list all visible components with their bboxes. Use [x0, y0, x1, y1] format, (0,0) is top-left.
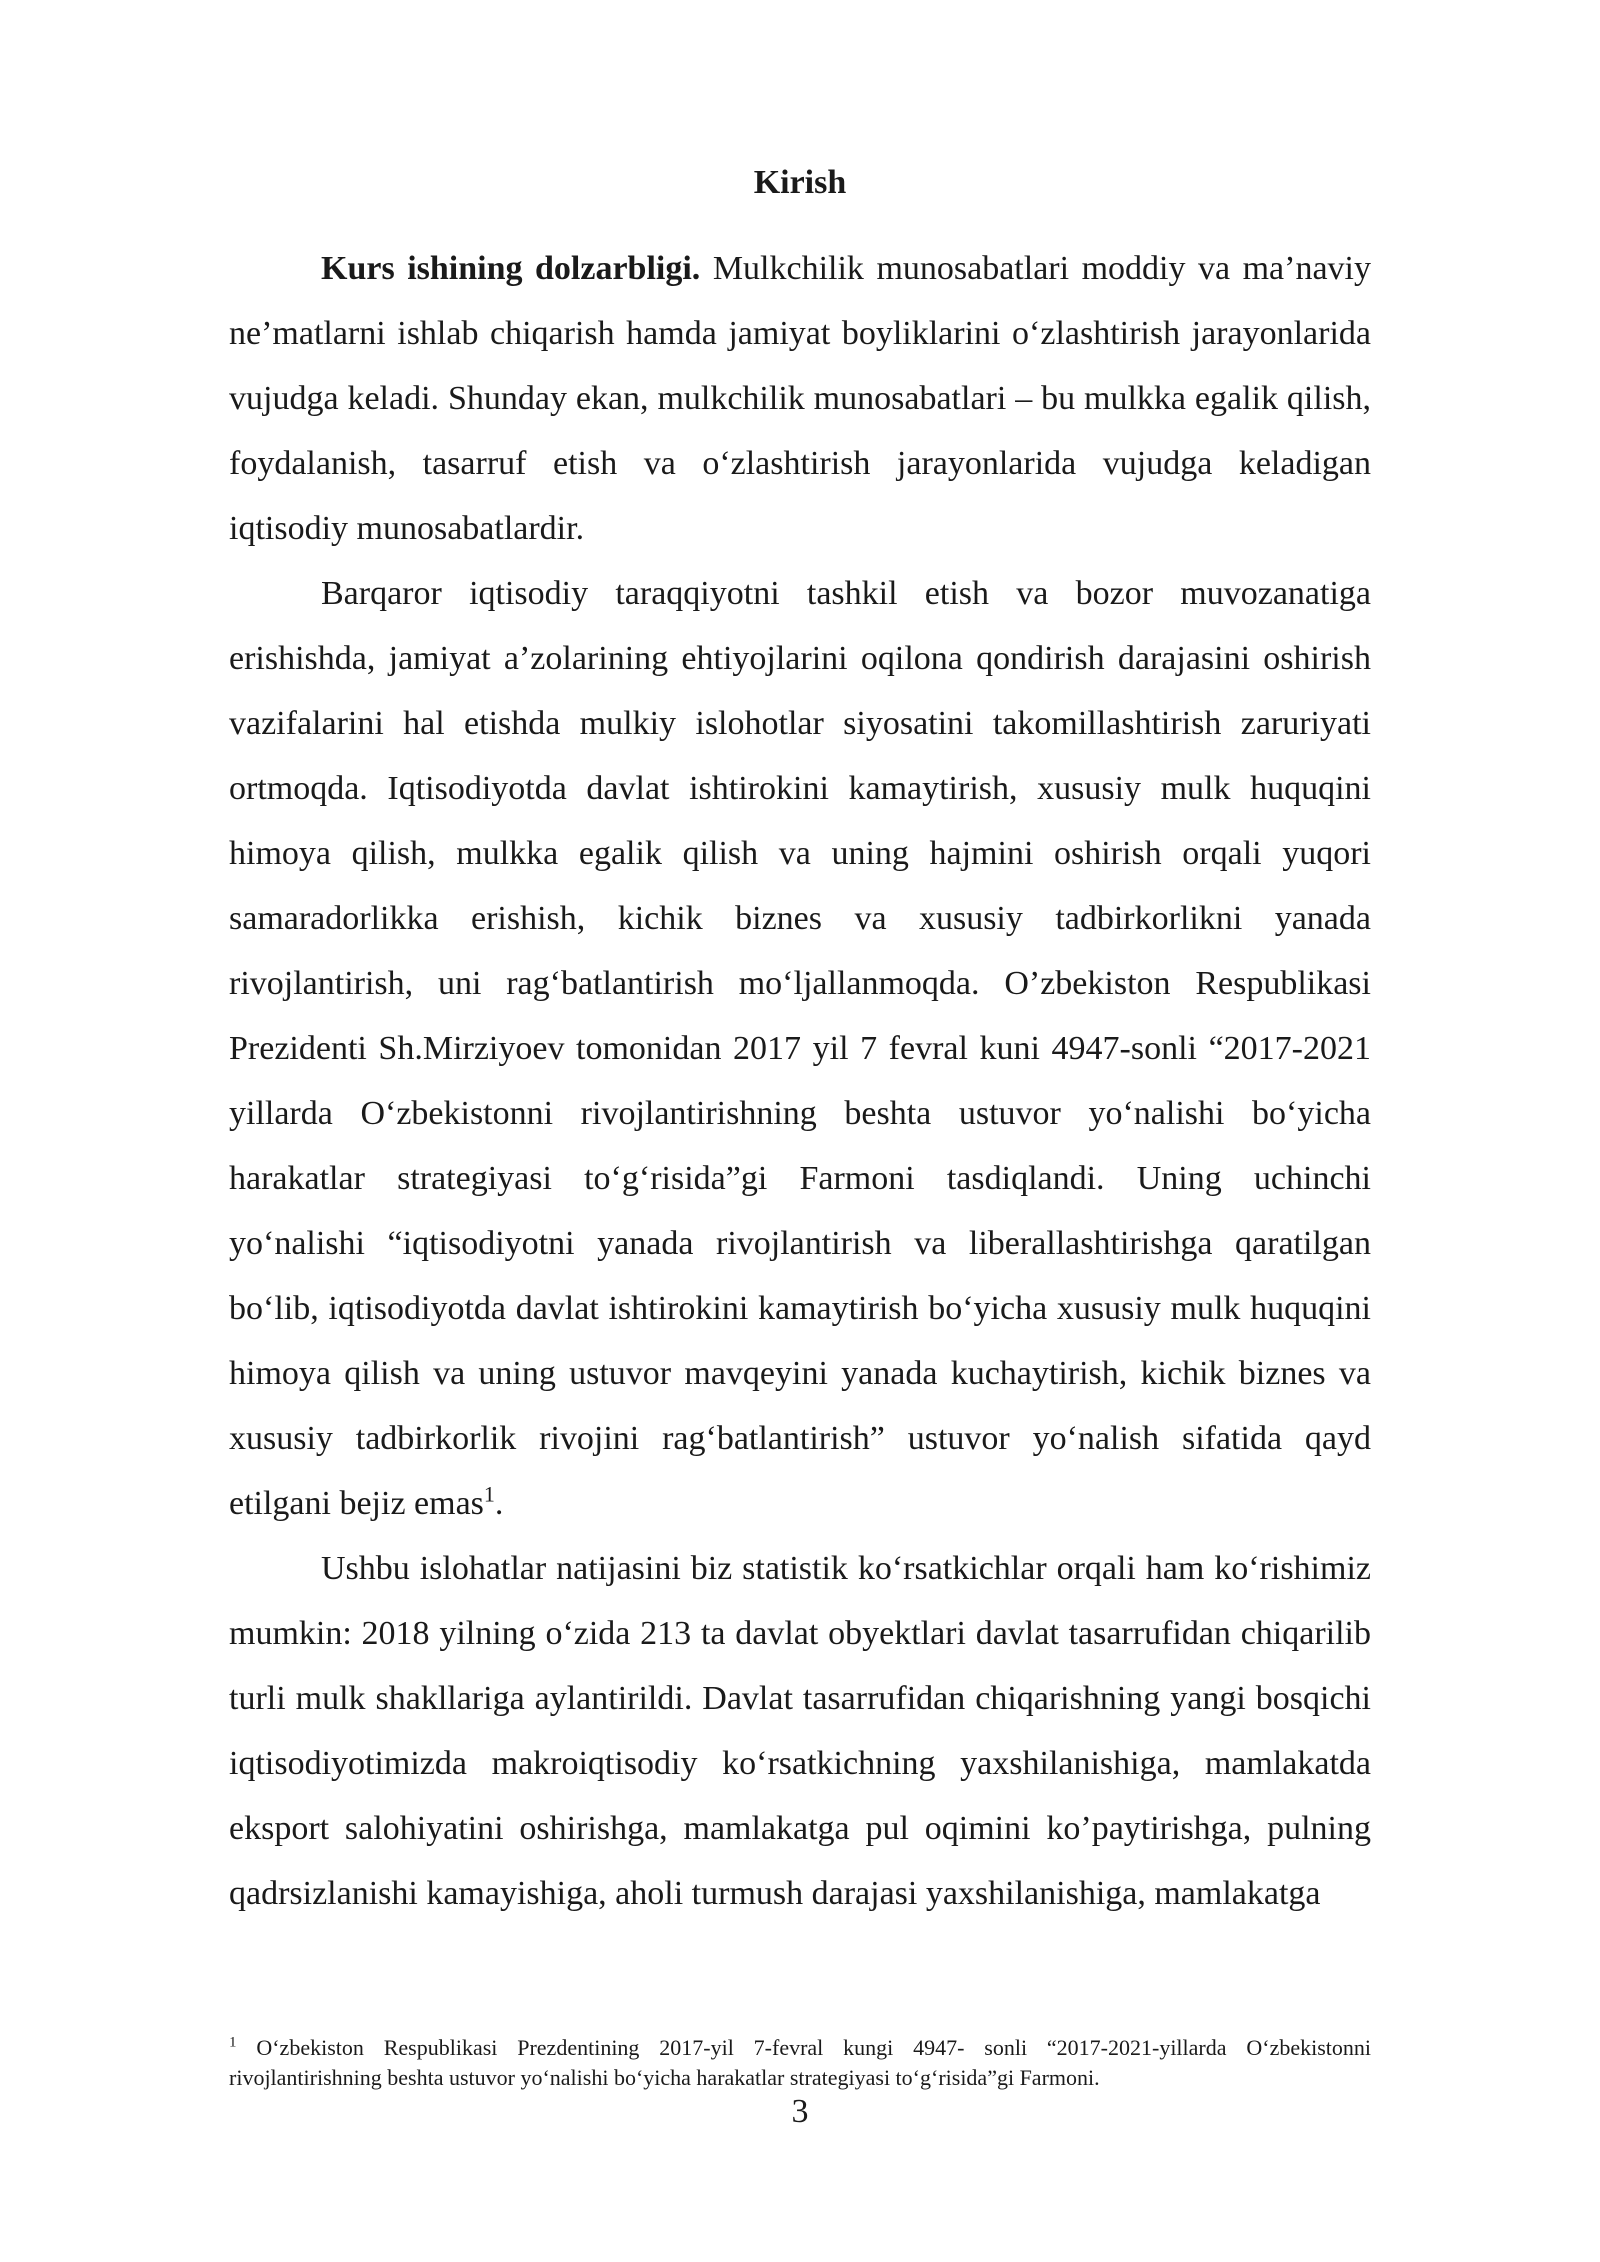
paragraph-relevance	[229, 236, 1371, 561]
paragraph-reforms	[229, 561, 1371, 1536]
page-title: Kirish	[753, 164, 847, 201]
paragraph-text: Barqaror iqtisodiy taraqqiyotni tashkil etish va bozor muvozanatiga erishishda, jamiyat a’zolarining ehtiyojlarini oqilona qondirish darajasini oshirish vazifalarini hal etishda mulkiy islohotlar siyosatini takomillashtirish zaruriyati ortmoqda. Iqtisodiyotda davlat ishtirokini kamaytirish, xususiy mulk huquqini himoya qilish, mulkka egalik qilish va uning hajmini oshirish orqali yuqori samaradorlikka erishish, kichik biznes va xususiy tadbirkorlikni yanada rivojlantirish, uni rag‘batlantirish mo‘ljallanmoqda. O’zbekiston Respublikasi Prezidenti Sh.Mirziyoev tomonidan 2017 yil 7 fevral kuni 4947-sonli “2017-2021 yillarda O‘zbekistonni rivojlantirishning beshta ustuvor yo‘nalishi bo‘yicha harakatlar strategiyasi to‘g‘risida”gi Farmoni tasdiqlandi. Uning uchinchi yo‘nalishi “iqtisodiyotni yanada rivojlantirish va liberallashtirishga qaratilgan bo‘lib, iqtisodiyotda davlat ishtirokini kamaytirish bo‘yicha xususiy mulk huquqini himoya qilish va uning ustuvor mavqeyini yanada kuchaytirish, kichik biznes va xususiy tadbirkorlik rivojini rag‘batlantirish” ustuvor yo‘nalish sifatida qayd etilgani bejiz emas	[229, 575, 1371, 1522]
footnote-marker: 1	[229, 2034, 237, 2051]
page-number: 3	[791, 2093, 809, 2130]
footnote-reference[interactable]: 1	[483, 1481, 495, 1507]
document-body	[229, 236, 1371, 1926]
footnote-text: O‘zbekiston Respublikasi Prezdentining 2017-yil 7-fevral kungi 4947- sonli “2017-2021-yillarda O‘zbekistonni rivojlantirishning beshta ustuvor yo‘nalishi bo‘yicha harakatlar strategiyasi to‘g‘risida”gi Farmoni.	[229, 2035, 1371, 2090]
paragraph-tail: .	[494, 1485, 504, 1522]
footnotes-section	[229, 2033, 1371, 2093]
footnote	[229, 2033, 1371, 2093]
paragraph-lead: Kurs ishining dolzarbligi.	[321, 250, 701, 287]
paragraph-text: Ushbu islohatlar natijasini biz statistik ko‘rsatkichlar orqali ham ko‘rishimiz mumkin: 2018 yilning o‘zida 213 ta davlat obyektlari davlat tasarrufidan chiqarilib turli mulk shakllariga aylantirildi. Davlat tasarrufidan chiqarishning yangi bosqichi iqtisodiyotimizda makroiqtisodiy ko‘rsatkichning yaxshilanishiga, mamlakatda eksport salohiyatini oshirishga, mamlakatga pul oqimini ko’paytirishga, pulning qadrsizlanishi kamayishiga, aholi turmush darajasi yaxshilanishiga, mamlakatga	[229, 1550, 1371, 1912]
paragraph-text: Mulkchilik munosabatlari moddiy va ma’naviy ne’matlarni ishlab chiqarish hamda jamiyat boyliklarini o‘zlashtirish jarayonlarida vujudga keladi. Shunday ekan, mulkchilik munosabatlari – bu mulkka egalik qilish, foydalanish, tasarruf etish va o‘zlashtirish jarayonlarida vujudga keladigan iqtisodiy munosabatlardir.	[229, 250, 1371, 547]
paragraph-statistics	[229, 1536, 1371, 1926]
